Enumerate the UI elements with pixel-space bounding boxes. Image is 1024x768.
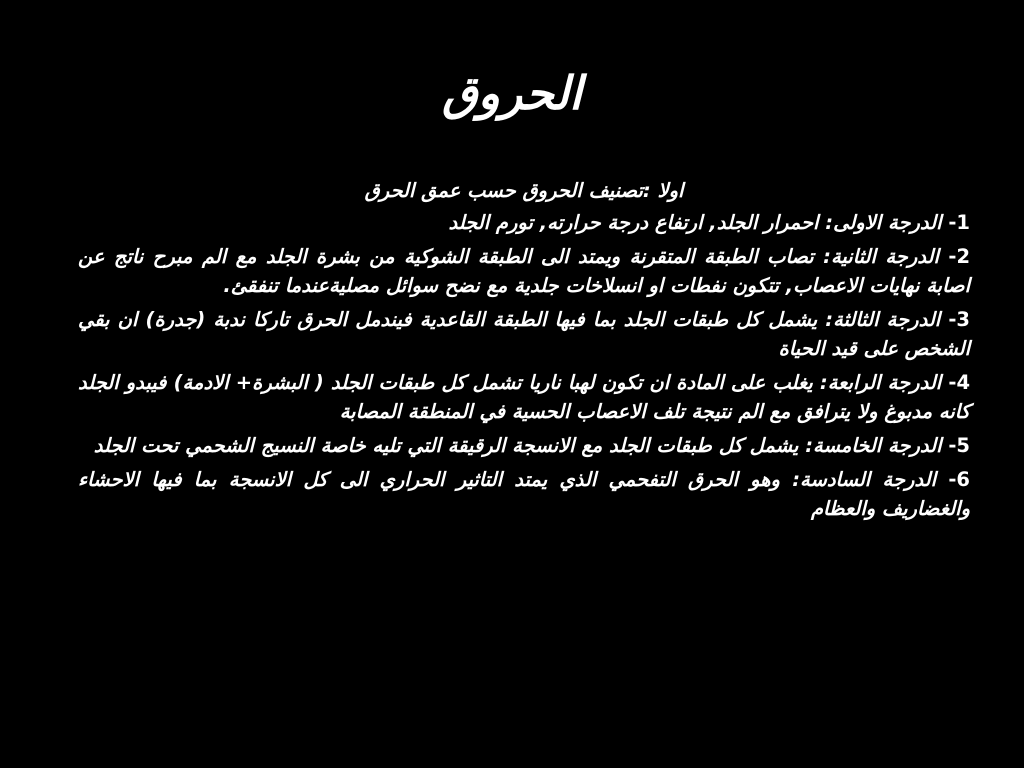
- list-item-degree-5: [78, 431, 970, 460]
- item-number: 2-: [948, 245, 971, 268]
- item-number: 3-: [948, 308, 970, 331]
- item-text: الدرجة الرابعة: يغلب على المادة ان تكون لهبا ناريا تشمل كل طبقات الجلد ( البشرة+ الادمة) فيبدو الجلد كانه مدبوغ ولا يترافق مع الم نتيجة تلف الاعصاب الحسية في المنطقة المصابة: [78, 371, 970, 423]
- slide-body: [78, 176, 970, 528]
- item-number: 5-: [948, 434, 970, 457]
- item-text: الدرجة الاولى: احمرار الجلد, ارتفاع درجة حرارته, تورم الجلد: [448, 211, 942, 234]
- list-item-degree-4: [78, 368, 970, 426]
- list-item-degree-2: [78, 242, 970, 300]
- item-text: الدرجة السادسة: وهو الحرق التفحمي الذي يمتد التاثير الحراري الى كل الانسجة بما فيها الاحشاء والغضاريف والعظام: [78, 468, 970, 520]
- list-item-degree-1: [78, 208, 970, 237]
- item-text: الدرجة الخامسة: يشمل كل طبقات الجلد مع الانسجة الرقيقة التي تليه خاصة النسيج الشحمي تحت الجلد: [93, 434, 942, 457]
- list-item-degree-3: [78, 305, 970, 363]
- list-item-degree-6: [78, 465, 970, 523]
- item-text: الدرجة الثانية: تصاب الطبقة المتقرنة ويمتد الى الطبقة الشوكية من بشرة الجلد مع الم مبرح ناتج عن اصابة نهايات الاعصاب, تتكون نفطات او انسلاخات جلدية مع نضح سوائل مصليةعندما تنفقئ.: [78, 245, 970, 297]
- item-number: 6-: [948, 468, 970, 491]
- intro-line: اولا :تصنيف الحروق حسب عمق الحرق: [364, 179, 684, 202]
- slide-title: الحروق: [442, 66, 582, 120]
- item-text: الدرجة الثالثة: يشمل كل طبقات الجلد بما فيها الطبقة القاعدية فيندمل الحرق تاركا ندبة (جدرة) ان بقي الشخص على قيد الحياة: [78, 308, 970, 360]
- item-number: 1-: [948, 211, 970, 234]
- item-number: 4-: [948, 371, 971, 394]
